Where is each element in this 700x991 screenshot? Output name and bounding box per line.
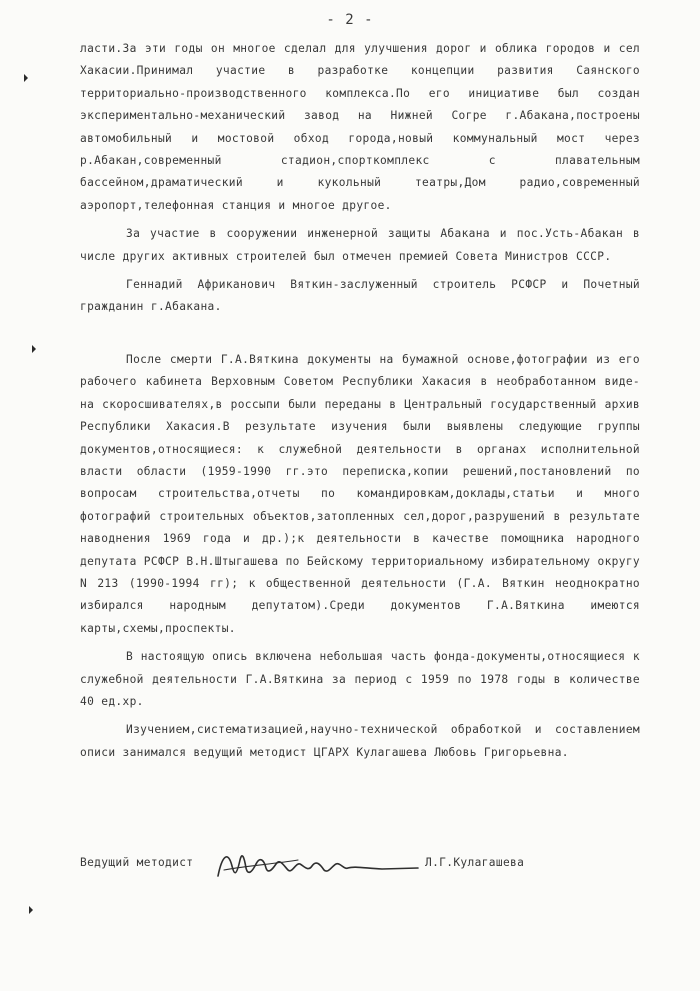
signature-block xyxy=(80,846,620,886)
paragraph-inventory-scope: В настоящую опись включена небольшая часть фонда-документы,относящиеся к служебной деятельности Г.А.Вяткина за период с 1959 по 1978 годы в количестве 40 ед.хр. xyxy=(80,650,640,708)
signature-label: Ведущий методист xyxy=(80,856,194,869)
handwritten-signature xyxy=(214,846,424,884)
paragraph-archive-history: После смерти Г.А.Вяткина документы на бумажной основе,фотографии из его рабочего кабинета Верховным Советом Республики Хакасия в необработанном виде- на скоросшивателях,в россыпи были переданы в Центральный государственный архив Республики Хакасия.В результате изучения были выявлены следующие группы документов,относящиеся: к служебной деятельности в органах исполнительной власти области (1959-1990 гг.это переписка,копии решений,постановлений по вопросам строительства,отчеты по командировкам,доклады,статьи и много фотографий строительных объектов,затопленных сел,дорог,разрушений в результате наводнения 1969 года и др.);к деятельности в качестве помощника народного депутата РСФСР В.Н.Штыгашева по Бейскому территориальному избирательному округу N 213 (1990-1994 гг); к общественной деятельности (Г.А. Вяткин неоднократно избирался народным депутатом).Среди документов Г.А.Вяткина имеются карты,схемы,проспекты. xyxy=(80,352,640,635)
signature-name: Л.Г.Кулагашева xyxy=(425,856,525,869)
paragraph-career: ласти.За эти годы он многое сделал для улучшения дорог и облика городов и сел Хакасии.Принимал участие в разработке концепции развития Саянского территориально-производственного комплекса.По его инициативе был создан экспериментально-механический завод на Нижней Согре г.Абакана,построены автомобильный и мостовой обход города,новый коммунальный мост через р.Абакан,современный стадион,спорткомплекс с плавательным бассейном,драматический и кукольный театры,Дом радио,современный аэропорт,телефонная станция и многое другое. xyxy=(80,42,640,212)
scan-speck xyxy=(28,906,34,914)
paragraph-award: За участие в сооружении инженерной защиты Абакана и пос.Усть-Абакан в числе других активных строителей был отмечен премией Совета Министров СССР. xyxy=(80,227,640,263)
document-body xyxy=(80,38,640,764)
scan-speck xyxy=(23,74,29,82)
paragraph-honors: Геннадий Африканович Вяткин-заслуженный строитель РСФСР и Почетный гражданин г.Абакана. xyxy=(80,278,640,314)
page-number: - 2 - xyxy=(326,12,374,28)
scan-speck xyxy=(31,345,37,353)
paragraph-compiler: Изучением,систематизацией,научно-технической обработкой и составлением описи занимался ведущий методист ЦГАРХ Кулагашева Любовь Григорьевна. xyxy=(80,723,640,759)
